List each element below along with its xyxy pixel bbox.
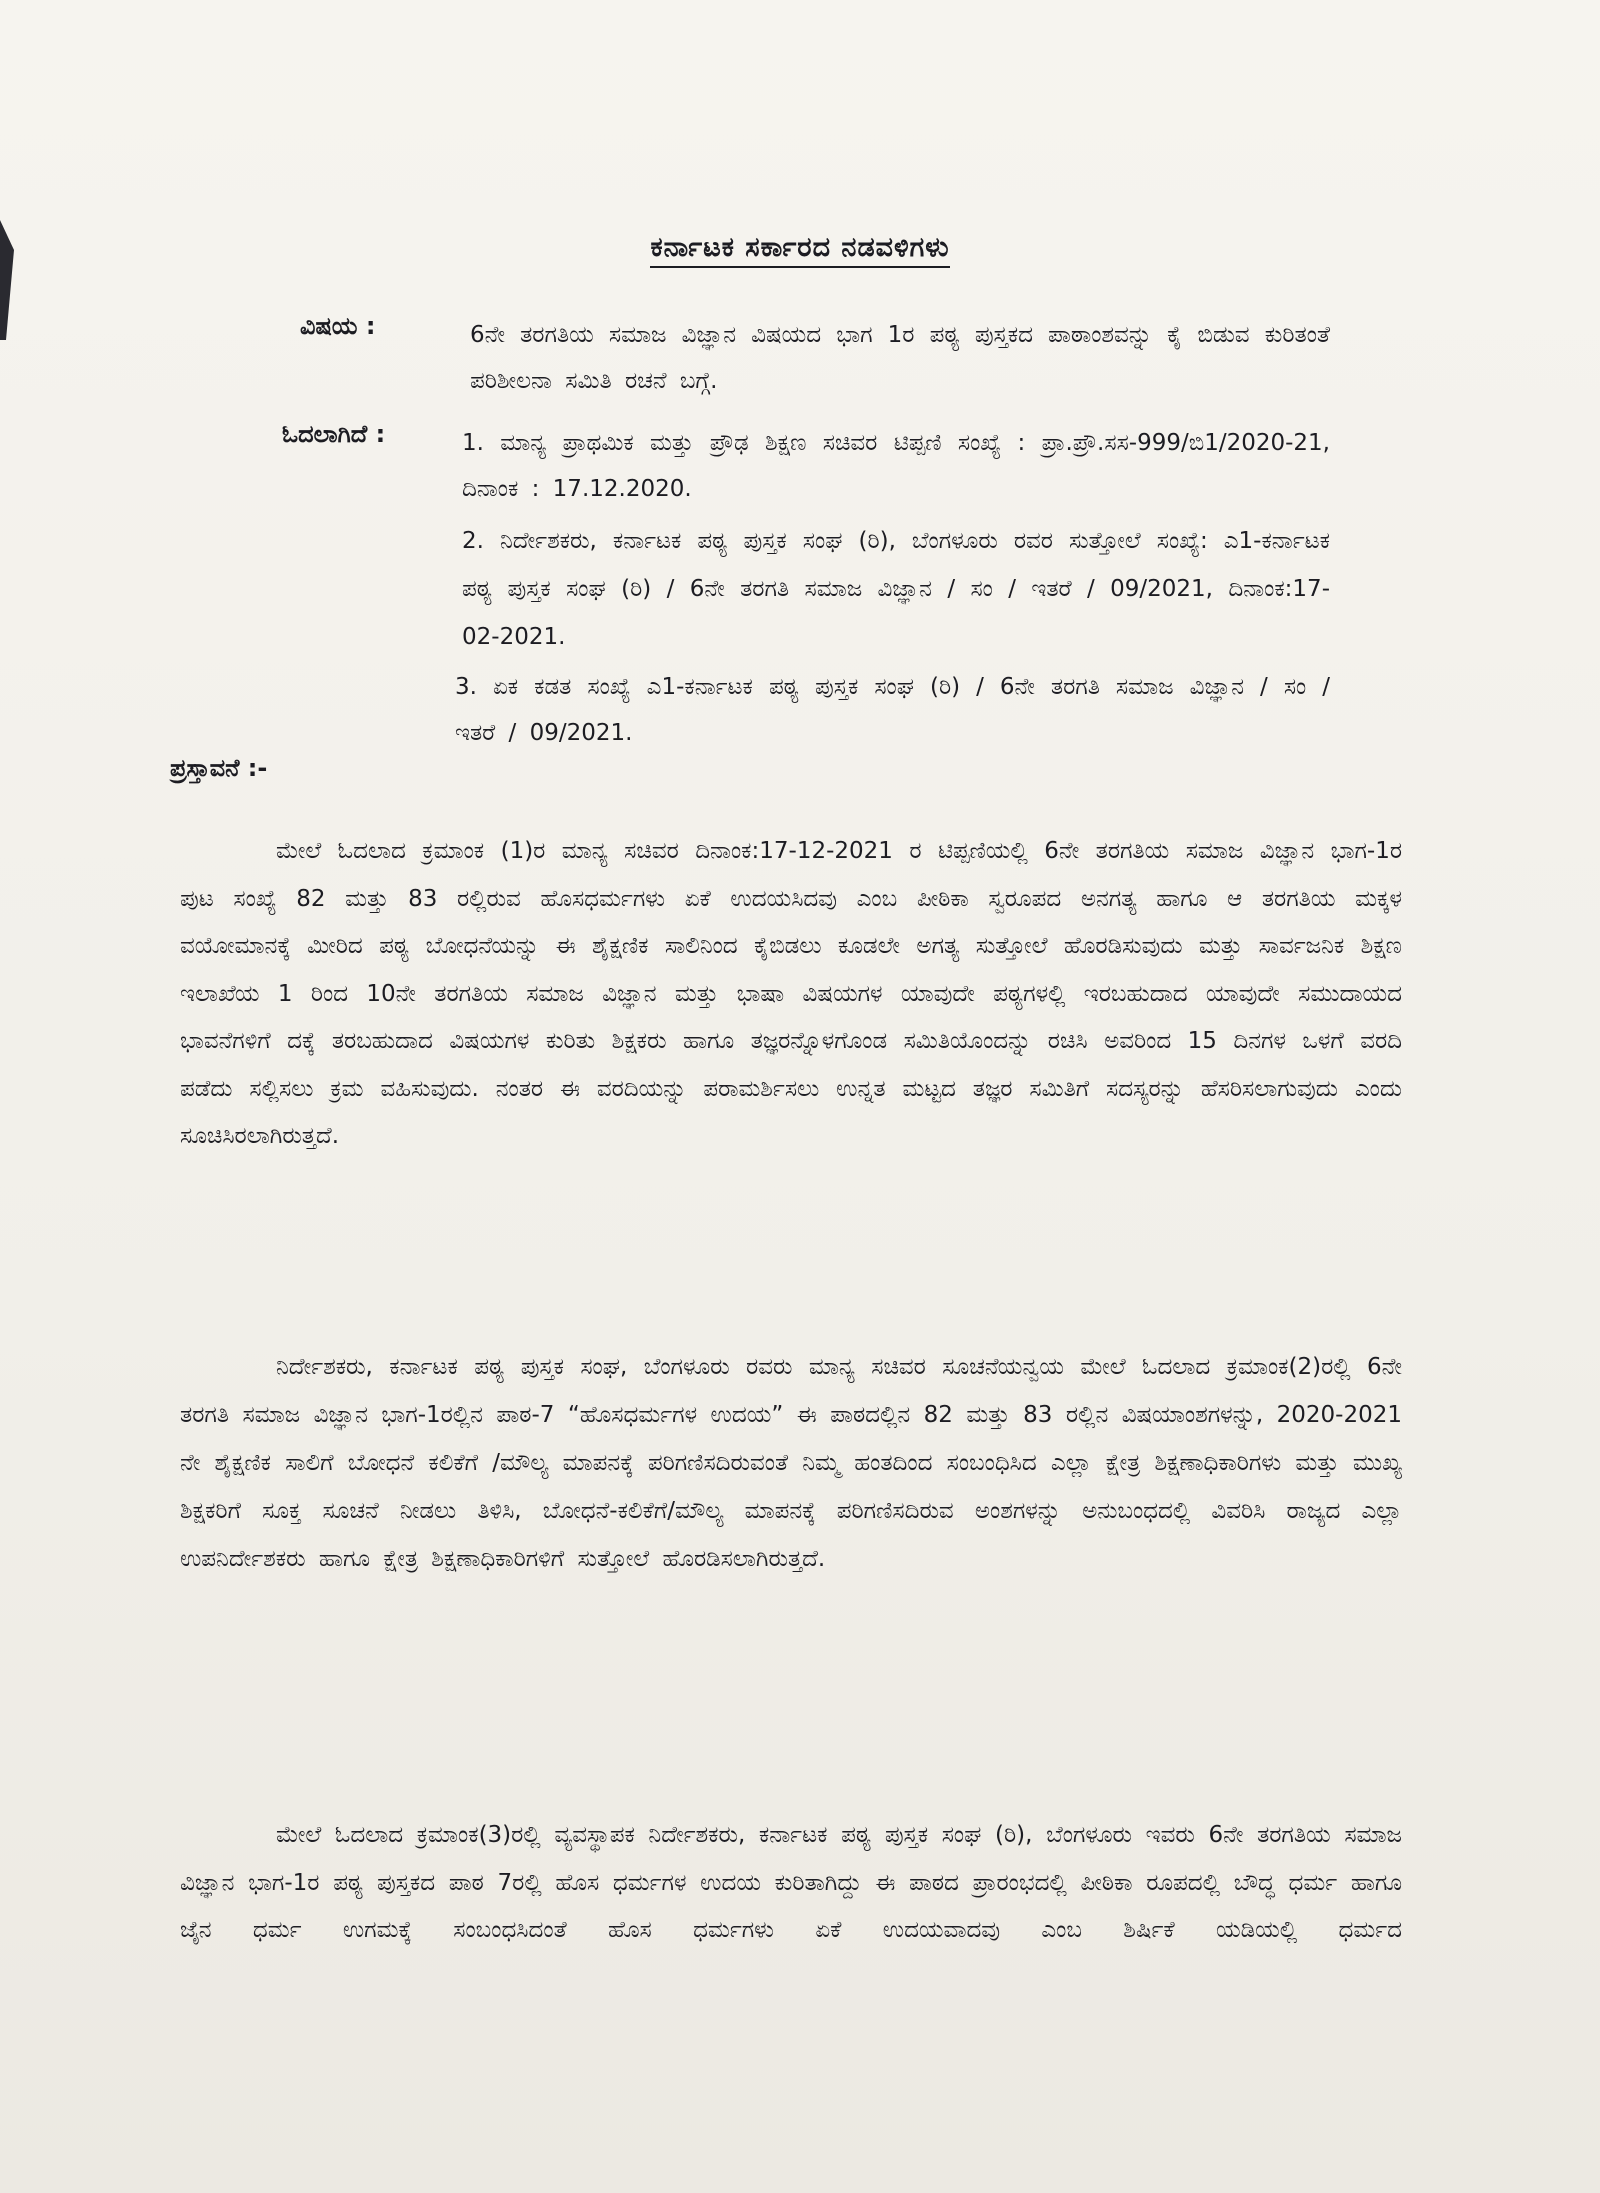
reference-1: 1. ಮಾನ್ಯ ಪ್ರಾಥಮಿಕ ಮತ್ತು ಪ್ರೌಢ ಶಿಕ್ಷಣ ಸಚಿವರ ಟಿಪ್ಪಣಿ ಸಂಖ್ಯೆ : ಪ್ರಾ.ಪ್ರೌ.ಸಸ-999/ಬಿ1/2020-21, ದಿನಾಂಕ : 17.12.2020. (462, 430, 1330, 502)
document-title-text: ಕರ್ನಾಟಕ ಸರ್ಕಾರದ ನಡವಳಿಗಳು (650, 232, 949, 268)
reference-2: 2. ನಿರ್ದೇಶಕರು, ಕರ್ನಾಟಕ ಪಠ್ಯ ಪುಸ್ತಕ ಸಂಘ (ರಿ), ಬೆಂಗಳೂರು ರವರ ಸುತ್ತೋಲೆ ಸಂಖ್ಯೆ: ಎ1-ಕರ್ನಾಟಕ ಪಠ್ಯ ಪುಸ್ತಕ ಸಂಘ (ರಿ) / 6ನೇ ತರಗತಿ ಸಮಾಜ ವಿಜ್ಞಾನ / ಸಂ / ಇತರೆ / 09/2021, ದಿನಾಂಕ:17-02-2021. (462, 528, 1330, 650)
subject-text: 6ನೇ ತರಗತಿಯ ಸಮಾಜ ವಿಜ್ಞಾನ ವಿಷಯದ ಭಾಗ 1ರ ಪಠ್ಯ ಪುಸ್ತಕದ ಪಾಠಾಂಶವನ್ನು ಕೈ ಬಿಡುವ ಕುರಿತಂತೆ ಪರಿಶೀಲನಾ ಸಮಿತಿ ರಚನೆ ಬಗ್ಗೆ. (470, 322, 1330, 394)
paragraph-3: ಮೇಲೆ ಓದಲಾದ ಕ್ರಮಾಂಕ(3)ರಲ್ಲಿ ವ್ಯವಸ್ಥಾಪಕ ನಿರ್ದೇಶಕರು, ಕರ್ನಾಟಕ ಪಠ್ಯ ಪುಸ್ತಕ ಸಂಘ (ರಿ), ಬೆಂಗಳೂರು ಇವರು 6ನೇ ತರಗತಿಯ ಸಮಾಜ ವಿಜ್ಞಾನ ಭಾಗ-1ರ ಪಠ್ಯ ಪುಸ್ತಕದ ಪಾಠ 7ರಲ್ಲಿ ಹೊಸ ಧರ್ಮಗಳ ಉದಯ ಕುರಿತಾಗಿದ್ದು ಈ ಪಾಠದ ಪ್ರಾರಂಭದಲ್ಲಿ ಪೀಠಿಕಾ ರೂಪದಲ್ಲಿ ಬೌದ್ಧ ಧರ್ಮ ಹಾಗೂ ಜೈನ ಧರ್ಮ ಉಗಮಕ್ಕೆ ಸಂಬಂಧಸಿದಂತೆ ಹೊಸ ಧರ್ಮಗಳು ಏಕೆ ಉದಯವಾದವು ಎಂಬ ಶಿರ್ಷಿಕೆ ಯಡಿಯಲ್ಲಿ ಧರ್ಮದ (180, 1822, 1402, 1943)
subject-label: ವಿಷಯ : (300, 312, 376, 340)
document-title (0, 232, 1600, 264)
preamble-heading: ಪ್ರಸ್ತಾವನೆ :- (170, 754, 268, 782)
read-label: ಓದಲಾಗಿದೆ : (282, 420, 386, 448)
reference-3: 3. ಏಕ ಕಡತ ಸಂಖ್ಯೆ ಎ1-ಕರ್ನಾಟಕ ಪಠ್ಯ ಪುಸ್ತಕ ಸಂಘ (ರಿ) / 6ನೇ ತರಗತಿ ಸಮಾಜ ವಿಜ್ಞಾನ / ಸಂ / ಇತರೆ / 09/2021. (455, 674, 1330, 746)
paragraph-1: ಮೇಲೆ ಓದಲಾದ ಕ್ರಮಾಂಕ (1)ರ ಮಾನ್ಯ ಸಚಿವರ ದಿನಾಂಕ:17-12-2021 ರ ಟಿಪ್ಪಣಿಯಲ್ಲಿ 6ನೇ ತರಗತಿಯ ಸಮಾಜ ವಿಜ್ಞಾನ ಭಾಗ-1ರ ಪುಟ ಸಂಖ್ಯೆ 82 ಮತ್ತು 83 ರಲ್ಲಿರುವ ಹೊಸಧರ್ಮಗಳು ಏಕೆ ಉದಯಸಿದವು ಎಂಬ ಪೀಠಿಕಾ ಸ್ವರೂಪದ ಅನಗತ್ಯ ಹಾಗೂ ಆ ತರಗತಿಯ ಮಕ್ಕಳ ವಯೋಮಾನಕ್ಕೆ ಮೀರಿದ ಪಠ್ಯ ಬೋಧನೆಯನ್ನು ಈ ಶೈಕ್ಷಣಿಕ ಸಾಲಿನಿಂದ ಕೈಬಿಡಲು ಕೂಡಲೇ ಅಗತ್ಯ ಸುತ್ತೋಲೆ ಹೊರಡಿಸುವುದು ಮತ್ತು ಸಾರ್ವಜನಿಕ ಶಿಕ್ಷಣ ಇಲಾಖೆಯ 1 ರಿಂದ 10ನೇ ತರಗತಿಯ ಸಮಾಜ ವಿಜ್ಞಾನ ಮತ್ತು ಭಾಷಾ ವಿಷಯಗಳ ಯಾವುದೇ ಪಠ್ಯಗಳಲ್ಲಿ ಇರಬಹುದಾದ ಯಾವುದೇ ಸಮುದಾಯದ ಭಾವನೆಗಳಿಗೆ ದಕ್ಕೆ ತರಬಹುದಾದ ವಿಷಯಗಳ ಕುರಿತು ಶಿಕ್ಷಕರು ಹಾಗೂ ತಜ್ಞರನ್ನೊಳಗೊಂಡ ಸಮಿತಿಯೊಂದನ್ನು ರಚಿಸಿ ಅವರಿಂದ 15 ದಿನಗಳ ಒಳಗೆ ವರದಿ ಪಡೆದು ಸಲ್ಲಿಸಲು ಕ್ರಮ ವಹಿಸುವುದು. ನಂತರ ಈ ವರದಿಯನ್ನು ಪರಾಮರ್ಶಿಸಲು ಉನ್ನತ ಮಟ್ಟದ ತಜ್ಞರ ಸಮಿತಿಗೆ ಸದಸ್ಯರನ್ನು ಹೆಸರಿಸಲಾಗುವುದು ಎಂದು ಸೂಚಿಸಿರಲಾಗಿರುತ್ತದೆ. (180, 838, 1402, 1149)
paragraph-2: ನಿರ್ದೇಶಕರು, ಕರ್ನಾಟಕ ಪಠ್ಯ ಪುಸ್ತಕ ಸಂಘ, ಬೆಂಗಳೂರು ರವರು ಮಾನ್ಯ ಸಚಿವರ ಸೂಚನೆಯನ್ವಯ ಮೇಲೆ ಓದಲಾದ ಕ್ರಮಾಂಕ(2)ರಲ್ಲಿ 6ನೇ ತರಗತಿ ಸಮಾಜ ವಿಜ್ಞಾನ ಭಾಗ-1ರಲ್ಲಿನ ಪಾಠ-7 “ಹೊಸಧರ್ಮಗಳ ಉದಯ” ಈ ಪಾಠದಲ್ಲಿನ 82 ಮತ್ತು 83 ರಲ್ಲಿನ ವಿಷಯಾಂಶಗಳನ್ನು, 2020-2021 ನೇ ಶೈಕ್ಷಣಿಕ ಸಾಲಿಗೆ ಬೋಧನೆ ಕಲಿಕೆಗೆ /ಮೌಲ್ಯ ಮಾಪನಕ್ಕೆ ಪರಿಗಣಿಸದಿರುವಂತೆ ನಿಮ್ಮ ಹಂತದಿಂದ ಸಂಬಂಧಿಸಿದ ಎಲ್ಲಾ ಕ್ಷೇತ್ರ ಶಿಕ್ಷಣಾಧಿಕಾರಿಗಳು ಮತ್ತು ಮುಖ್ಯ ಶಿಕ್ಷಕರಿಗೆ ಸೂಕ್ತ ಸೂಚನೆ ನೀಡಲು ತಿಳಿಸಿ, ಬೋಧನೆ-ಕಲಿಕೆಗೆ/ಮೌಲ್ಯ ಮಾಪನಕ್ಕೆ ಪರಿಗಣಿಸದಿರುವ ಅಂಶಗಳನ್ನು ಅನುಬಂಧದಲ್ಲಿ ವಿವರಿಸಿ ರಾಜ್ಯದ ಎಲ್ಲಾ ಉಪನಿರ್ದೇಶಕರು ಹಾಗೂ ಕ್ಷೇತ್ರ ಶಿಕ್ಷಣಾಧಿಕಾರಿಗಳಿಗೆ ಸುತ್ತೋಲೆ ಹೊರಡಿಸಲಾಗಿರುತ್ತದೆ. (180, 1354, 1402, 1572)
